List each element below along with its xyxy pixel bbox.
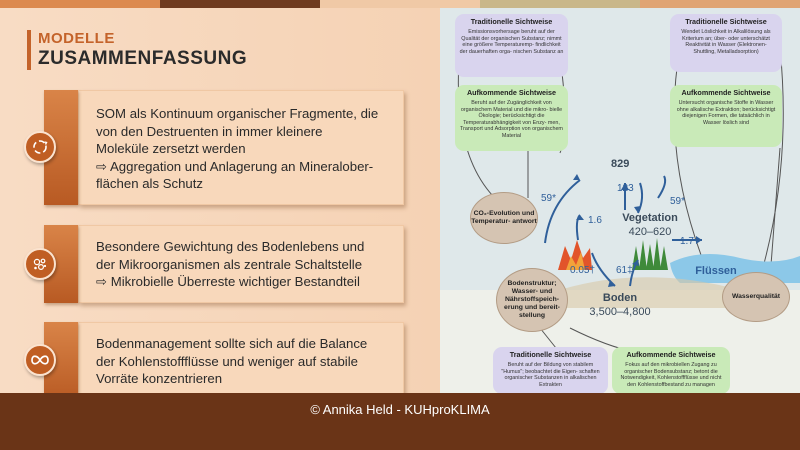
value-59-right: 59*: [670, 196, 686, 207]
summary-card-3-text: [96, 335, 401, 388]
box-heading: Aufkommende Sichtweise: [681, 88, 771, 97]
card-1-line: Moleküle zersetzt werden: [96, 141, 246, 156]
card-1-line: flächen als Schutz: [96, 176, 204, 191]
section-category: MODELLE: [38, 30, 115, 47]
node-water-quality: Wasserqualität: [722, 272, 790, 322]
card-2-line: ⇨ Mikrobielle Überreste wichtiger Bestandteil: [96, 274, 360, 289]
title-accent-bar: [27, 30, 31, 70]
value-1-6: 1.6: [588, 215, 602, 226]
box-soil-traditional: [493, 347, 608, 394]
value-1-7: 1.7: [680, 236, 694, 247]
box-co2-traditional: [455, 14, 568, 77]
box-heading: Traditionelle Sichtweise: [685, 17, 767, 26]
value-61: 61‡: [616, 265, 633, 276]
box-water-traditional: [670, 14, 782, 72]
summary-card-2-text: [96, 238, 401, 291]
box-soil-emerging: [612, 347, 730, 394]
box-heading: Aufkommende Sichtweise: [626, 350, 716, 359]
box-body: Emissionsvorhersage beruht auf der Qualität der organischen Substanz; nimmt eine größere Temperaturemp- findlichkeit der dauerhaften orga- nischen Substanz an: [459, 29, 564, 55]
card-3-line: Bodenmanagement sollte sich auf die Balance: [96, 336, 368, 351]
footer-credit: © Annika Held - KUHproKLIMA: [310, 402, 490, 417]
card-1-line: SOM als Kontinuum organischer Fragmente, die: [96, 106, 379, 121]
microorganisms-icon: [24, 248, 56, 280]
box-heading: Aufkommende Sichtweise: [466, 88, 557, 97]
page-title: ZUSAMMENFASSUNG: [38, 48, 248, 69]
value-829: 829: [611, 158, 630, 170]
label-vegetation-range: 420–620: [628, 226, 672, 238]
card-1-line: von den Destruenten in immer kleinere: [96, 123, 323, 139]
card-2-line: der Mikroorganismen als zentrale Schaltstelle: [96, 256, 363, 272]
recycle-cycle-icon: [24, 131, 56, 163]
box-body: Beruht auf der Zugänglichkeit von organischem Material und die mikro- bielle Ökologie; berücksichtigt die Temperaturabhängigkeit von Enzy- men, Transport und Adsorption von organischem Material: [460, 100, 563, 139]
top-color-strip: [0, 0, 800, 8]
node-co2-evolution: CO₂-Evolution und Temperatur- antwort: [470, 192, 538, 244]
box-water-emerging: [670, 85, 782, 147]
card-3-line: der Kohlenstoffflüsse und weniger auf stabile: [96, 353, 358, 369]
card-3-line: Vorräte konzentrieren: [96, 371, 223, 386]
box-body: Fokus auf den mikrobiellen Zugang zu organischer Bodensubstanz; betont die Notwendigkeit, Kohlenstoffflüsse und nicht den Kohlenstoffbestand zu managen: [620, 362, 722, 388]
label-soil-range: 3,500–4,800: [589, 306, 651, 318]
infinity-icon: [24, 344, 56, 376]
box-heading: Traditionelle Sichtweise: [509, 350, 592, 359]
box-heading: Traditionelle Sichtweise: [470, 17, 553, 26]
card-1-line: ⇨ Aggregation und Anlagerung an Mineralober-: [96, 158, 374, 174]
box-body: Wendet Löslichkeit in Alkalilösung als Kriterium an; über- oder unterschätzt Reaktivität in Wasser (Elektronen- Shuttling, Metalladsorption): [681, 29, 771, 55]
label-soil: Boden: [602, 292, 638, 304]
box-co2-emerging: [455, 85, 568, 151]
value-0-05: 0.05†: [570, 265, 596, 276]
label-rivers: Flüssen: [695, 265, 737, 277]
value-59-left: 59*: [541, 193, 557, 204]
box-body: Beruht auf der Bildung von stabilem "Humus"; beobachtet die Eigen- schaften organischer Substanzen in alkalischen Extrakten: [501, 362, 600, 388]
value-123: 123: [617, 183, 634, 194]
label-vegetation: Vegetation: [622, 212, 678, 224]
node-soil-structure: Bodenstruktur; Wasser- und Nährstoffspeich- erung und bereit- stellung: [496, 268, 568, 332]
summary-card-1-text: [96, 105, 401, 193]
card-2-line: Besondere Gewichtung des Bodenlebens und: [96, 239, 365, 254]
box-body: Untersucht organische Stoffe in Wasser ohne alkalische Extraktion; berücksichtigt diejenigen Formen, die tatsächlich in Wasser löslich sind: [676, 100, 776, 126]
